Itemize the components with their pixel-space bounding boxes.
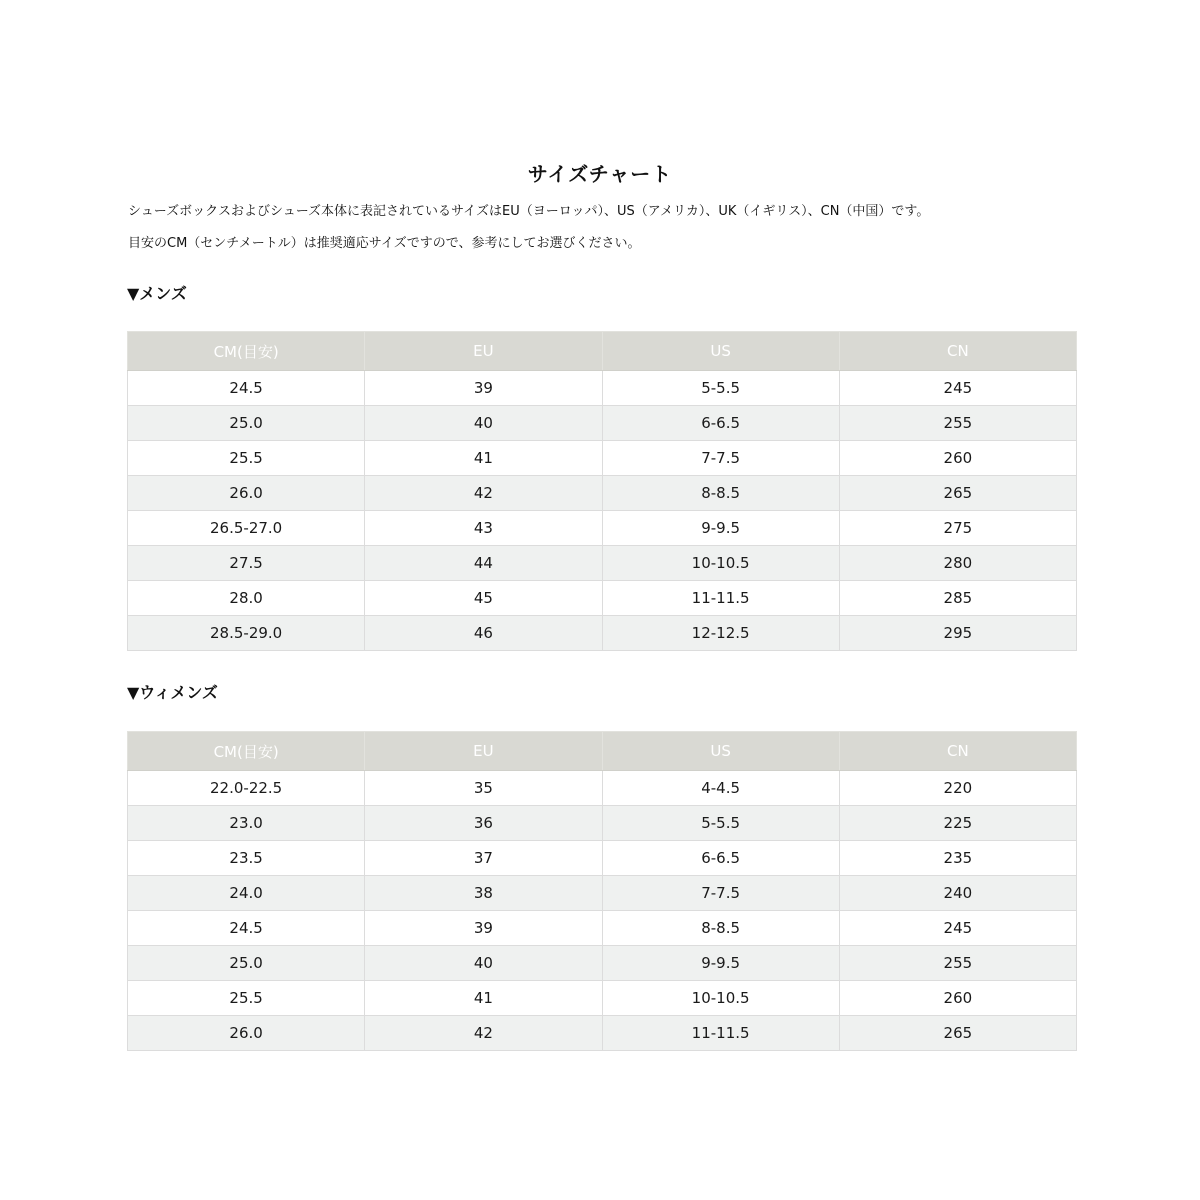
cell-cn: 235 [839,841,1076,876]
table-row [128,546,1077,581]
cell-cn: 260 [839,981,1076,1016]
intro-line-2: 目安のCM（センチメートル）は推奨適応サイズですので、参考にしてお選びください。 [128,236,641,251]
header-eu: EU [365,732,602,771]
intro-line-1: シューズボックスおよびシューズ本体に表記されているサイズはEU（ヨーロッパ）、US（アメリカ）、UK（イギリス）、CN（中国）です。 [128,204,930,219]
cell-cn: 240 [839,876,1076,911]
cell-cn: 225 [839,806,1076,841]
cell-eu: 40 [365,406,602,441]
cell-us: 5-5.5 [602,371,839,406]
cell-us: 11-11.5 [602,581,839,616]
table-row [128,371,1077,406]
cell-eu: 38 [365,876,602,911]
cell-eu: 45 [365,581,602,616]
header-cn: CN [839,732,1076,771]
cell-cn: 265 [839,476,1076,511]
cell-cn: 220 [839,771,1076,806]
cell-cn: 265 [839,1016,1076,1051]
table-row [128,511,1077,546]
cell-cm: 24.5 [128,371,365,406]
cell-cm: 22.0-22.5 [128,771,365,806]
cell-eu: 36 [365,806,602,841]
cell-us: 7-7.5 [602,441,839,476]
table-row [128,476,1077,511]
cell-us: 6-6.5 [602,406,839,441]
cell-cn: 245 [839,911,1076,946]
table-row [128,981,1077,1016]
mens-size-table [127,331,1077,651]
cell-cm: 24.0 [128,876,365,911]
header-us: US [602,732,839,771]
header-cn: CN [839,332,1076,371]
cell-cm: 26.0 [128,1016,365,1051]
table-row [128,771,1077,806]
cell-us: 4-4.5 [602,771,839,806]
cell-us: 12-12.5 [602,616,839,651]
cell-us: 5-5.5 [602,806,839,841]
cell-cm: 23.0 [128,806,365,841]
cell-cm: 25.5 [128,441,365,476]
cell-us: 9-9.5 [602,511,839,546]
table-row [128,806,1077,841]
cell-us: 7-7.5 [602,876,839,911]
header-us: US [602,332,839,371]
cell-cn: 255 [839,946,1076,981]
page-title: サイズチャート [527,162,673,186]
cell-cn: 280 [839,546,1076,581]
cell-eu: 37 [365,841,602,876]
cell-cn: 285 [839,581,1076,616]
womens-size-table [127,731,1077,1051]
cell-eu: 46 [365,616,602,651]
cell-cm: 26.0 [128,476,365,511]
cell-cn: 255 [839,406,1076,441]
cell-eu: 41 [365,441,602,476]
table-row [128,841,1077,876]
cell-us: 10-10.5 [602,981,839,1016]
table-row [128,1016,1077,1051]
cell-us: 8-8.5 [602,911,839,946]
table-row [128,616,1077,651]
table-row [128,441,1077,476]
cell-us: 9-9.5 [602,946,839,981]
cell-cm: 28.0 [128,581,365,616]
mens-heading: ▼メンズ [127,284,187,303]
header-cm: CM(目安) [128,332,365,371]
cell-cm: 25.5 [128,981,365,1016]
mens-header-row [128,332,1077,371]
cell-us: 10-10.5 [602,546,839,581]
cell-eu: 42 [365,476,602,511]
cell-us: 11-11.5 [602,1016,839,1051]
table-row [128,406,1077,441]
cell-cm: 27.5 [128,546,365,581]
cell-eu: 39 [365,911,602,946]
cell-cm: 25.0 [128,946,365,981]
cell-cm: 23.5 [128,841,365,876]
table-row [128,946,1077,981]
cell-eu: 41 [365,981,602,1016]
header-eu: EU [365,332,602,371]
header-cm: CM(目安) [128,732,365,771]
cell-eu: 44 [365,546,602,581]
womens-header-row [128,732,1077,771]
cell-cm: 28.5-29.0 [128,616,365,651]
cell-eu: 43 [365,511,602,546]
cell-cn: 295 [839,616,1076,651]
cell-cn: 275 [839,511,1076,546]
cell-us: 6-6.5 [602,841,839,876]
cell-cm: 24.5 [128,911,365,946]
table-row [128,581,1077,616]
womens-heading: ▼ウィメンズ [127,683,218,702]
cell-us: 8-8.5 [602,476,839,511]
cell-eu: 35 [365,771,602,806]
cell-eu: 39 [365,371,602,406]
cell-eu: 40 [365,946,602,981]
cell-cm: 26.5-27.0 [128,511,365,546]
cell-eu: 42 [365,1016,602,1051]
cell-cn: 260 [839,441,1076,476]
cell-cm: 25.0 [128,406,365,441]
cell-cn: 245 [839,371,1076,406]
table-row [128,911,1077,946]
table-row [128,876,1077,911]
